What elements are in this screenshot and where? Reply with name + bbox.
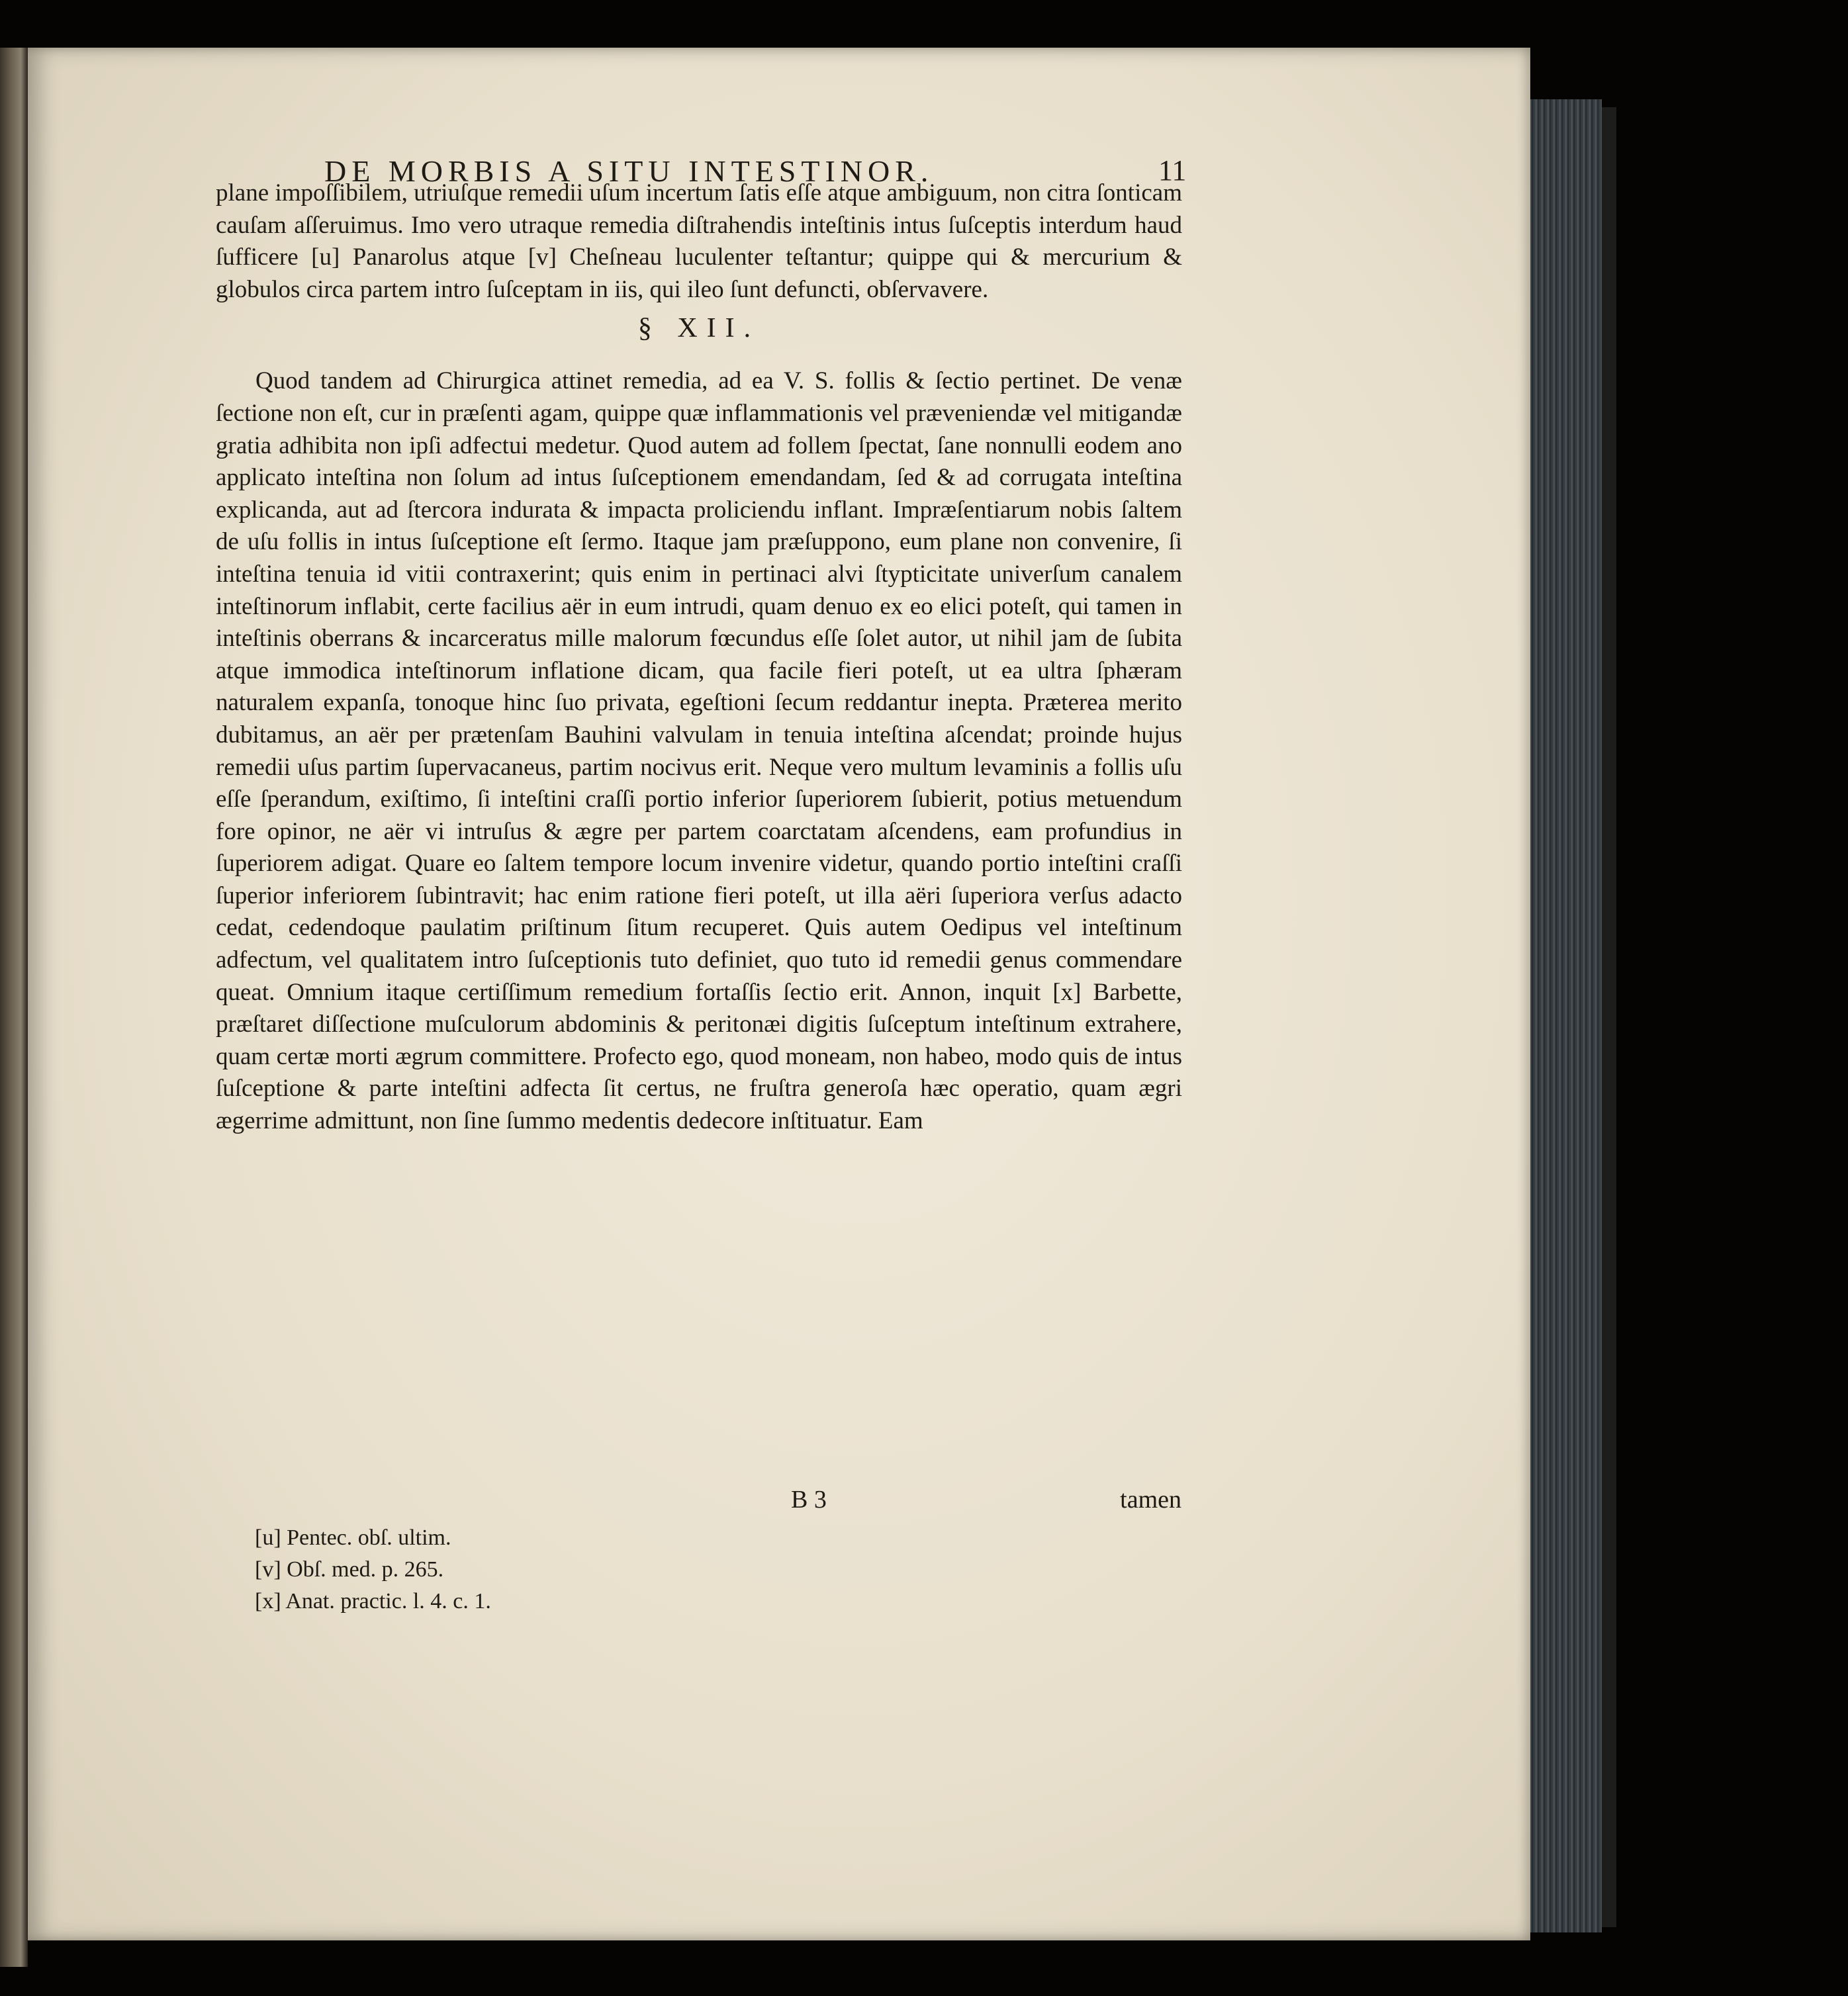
- signature-mark: B 3: [791, 1486, 827, 1514]
- footnotes: [255, 1522, 718, 1617]
- book-fore-edge: [1522, 99, 1602, 1932]
- page-number: 11: [1158, 154, 1187, 187]
- running-head: DE MORBIS A SITU INTESTINOR.: [324, 154, 934, 188]
- paragraph-main: Quod tandem ad Chirurgica attinet remedia, ad ea V. S. follis & ſectio pertinet. De venæ ſectione non eſt, cur in præſenti agam, quippe quæ inflammationis vel præveniendæ vel mitigandæ gratia adhibita non ipſi adfectui medetur. Quod autem ad follem ſpectat, ſane nonnulli eodem ano applicato inteſtina non ſolum ad intus ſuſceptionem emendandam, ſed & ad corrugata inteſtina explicanda, aut ad ſtercora indurata & impacta proliciendu inflant. Impræſentiarum nobis ſaltem de uſu follis in intus ſuſceptione eſt ſermo. Itaque jam præſuppono, eum plane non convenire, ſi inteſtina tenuia id vitii contraxerint; quis enim in pertinaci alvi ſtypticitate univerſum canalem inteſtinorum inflabit, certe facilius aër in eum intrudi, quam denuo ex eo elici poteſt, qui tamen in inteſtinis oberrans & incarceratus mille malorum fœcundus eſſe ſolet autor, ut nihil jam de ſubita atque immodica inteſtinorum inflatione dicam, qua facile fieri poteſt, ut ea ultra ſphæram naturalem expanſa, tonoque hinc ſuo privata, egeſtioni ſecum reddantur inepta. Præterea merito dubitamus, an aër per prætenſam Bauhini valvulam in tenuia inteſtina aſcendat; proinde hujus remedii uſus partim ſupervacaneus, partim nocivus erit. Neque vero multum levaminis a follis uſu eſſe ſperandum, exiſtimo, ſi inteſtini craſſi portio inferior ſuperiorem ſubierit, potius metuendum fore opinor, ne aër vi intruſus & ægre per partem coarctatam aſcendens, eam profundius in ſuperiorem adigat. Quare eo ſaltem tempore locum invenire videtur, quando portio inteſtini craſſi ſuperior inferiorem ſubintravit; hac enim ratione fieri poteſt, ut illa aëri ſuperiora verſus adacto cedat, cedendoque paulatim priſtinum ſitum recuperet. Quis autem Oedipus vel inteſtinum adfectum, vel qualitatem intro ſuſceptionis tuto definiet, quo tuto id remedii genus commendare queat. Omnium itaque certiſſimum remedium fortaſſis ſectio erit. Annon, inquit [x] Barbette, præſtaret diſſectione muſculorum abdominis & peritonæi digitis ſuſceptum inteſtinum extrahere, quam certæ morti ægrum committere. Profecto ego, quod moneam, non habeo, modo quis de intus ſuſceptione & parte inteſtini adfecta ſit certus, ne fruſtra generoſa hæc operatio, quam ægri ægerrime admittunt, non ſine ſummo medentis dedecore inſtituatur. Eam: [216, 367, 1182, 1135]
- section-heading: § XII.: [637, 313, 761, 344]
- footnote-v: [v] Obſ. med. p. 265.: [255, 1557, 444, 1582]
- footnote-u: [u] Pentec. obſ. ultim.: [255, 1525, 451, 1550]
- left-page-edge: [0, 48, 28, 1967]
- catch-row: [791, 1485, 1181, 1518]
- paragraph-continued: plane impoſſibilem, utriuſque remedii uſum incertum ſatis eſſe atque ambiguum, non citra ſonticam cauſam aſſeruimus. Imo vero utraque remedia diſtrahendis inteſtinis intus ſuſceptis interdum haud ſufficere [u] Panarolus atque [v] Cheſneau luculenter teſtantur; quippe qui & mercurium & globulos circa partem intro ſuſceptam in iis, qui ileo ſunt defuncti, obſervavere.: [216, 179, 1182, 303]
- main-text: [216, 177, 1182, 1138]
- book-cover-board: [1602, 107, 1616, 1927]
- catchword: tamen: [1120, 1486, 1181, 1514]
- footnote-x: [x] Anat. practic. l. 4. c. 1.: [255, 1589, 491, 1613]
